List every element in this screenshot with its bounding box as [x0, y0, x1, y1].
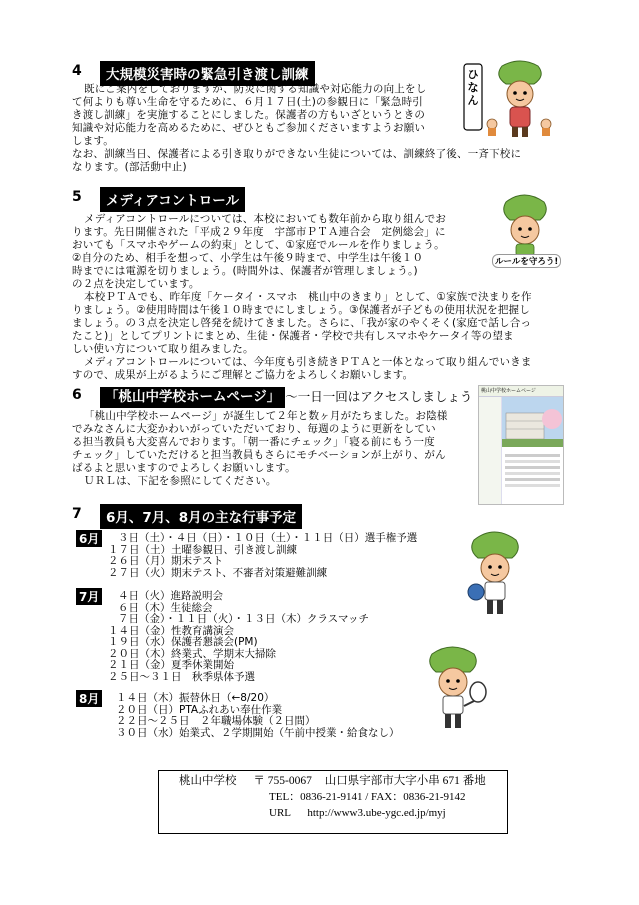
contact-footer — [158, 770, 508, 834]
list-item: １９日（水）保護者懇談会(PM) — [108, 636, 258, 648]
list-item: ４日（火）進路説明会 — [118, 590, 223, 602]
leaf-character-icon — [418, 642, 490, 732]
section5-paragraph2: 本校ＰＴＡでも、昨年度「ケータイ・スマホ 桃山中のきまり」として、①家族で決まりを作 りましょう。②使用時間は午後１０時までにしましょう。③保護者が子どもの使用状況を把握し ましょう。の３点を決定し啓発を続けてきました。さらに、「我が家のやくそく(家庭で話し合っ たこと)」としてプリントにまとめ、生徒・保護者・学校で共有しスマホやケータイ等の望ま しい使い方について取り組みました。 — [72, 291, 532, 355]
footer-url-line — [269, 806, 446, 821]
postal-code: 〒 755-0067 — [253, 775, 312, 787]
homepage-thumbnail — [478, 385, 564, 505]
section4-note: なお、訓練当日、保護者による引き取りができない生徒については、訓練終了後、一斉下校に なります。(部活動中止) — [72, 148, 522, 173]
hinan-illustration — [462, 58, 557, 140]
footer-line-1 — [179, 774, 486, 789]
thumbnail-sidebar — [479, 397, 502, 505]
school-building-photo-icon — [502, 397, 563, 447]
section5-number: 5 — [72, 189, 82, 205]
list-item: ６日（木）生徒総会 — [118, 601, 213, 614]
july-events — [108, 591, 369, 683]
section6-paragraph: 「桃山中学校ホームページ」が誕生して２年と数ヶ月がたちました。お陰様 でみなさんに大変かわいがっていただいており、毎週のように更新をしてい る担当教員も大変喜んでおります。「朝一番にチェック」「寝る前にもう一度 チェック」していただけると担当教員もさらにモチベーションが上がり、がん ばるよと思いますのでよろしくお願いします。 ＵＲＬは、下記を参照にしてください。 — [72, 410, 448, 487]
rule-illustration — [492, 190, 559, 280]
list-item: ２１日（金）夏季休業開始 — [108, 659, 234, 671]
address: 山口県宇部市大字小串 671 番地 — [324, 775, 486, 787]
character-ball-illustration — [462, 526, 528, 618]
list-item: １４日（金）性教育講演会 — [108, 624, 234, 637]
section4-title: 大規模災害時の緊急引き渡し訓練 — [100, 61, 315, 86]
list-item: ２７日（火）期末テスト、不審者対策避難訓練 — [108, 566, 328, 579]
section5-title: メディアコントロール — [100, 187, 245, 212]
month-label-august: 8月 — [76, 690, 102, 707]
list-item: ２０日（木）終業式、学期末大掃除 — [108, 647, 276, 660]
hinan-label: ひなん — [467, 68, 479, 107]
list-item: １７日（土）土曜参観日、引き渡し訓練 — [108, 543, 297, 556]
homepage-thumbnail-caption: 桃山中学校ホームページ — [479, 386, 563, 397]
august-events — [116, 693, 400, 739]
homepage-url[interactable]: http://www3.ube-ygc.ed.jp/myj — [307, 807, 446, 819]
section6-title-boxed: 「桃山中学校ホームページ」 — [100, 387, 285, 408]
tel-fax: TEL：0836-21-9141 / FAX：0836-21-9142 — [269, 791, 466, 803]
list-item: ７日（金）・１１日（火）・１３日（木）クラスマッチ — [118, 613, 370, 625]
section4-paragraph: 既にご案内をしておりますが、防災に関する知識や対応能力の向上をし て何よりも尊い生命を守るために、６月１７日(土)の参観日に「緊急時引 き渡し訓練」を実施することにしました。保護者の方もいざというときの 知識や対応能力を高めるために、ぜひともご参加くださいますようお願い します。 — [72, 83, 427, 147]
section5-paragraph1: メディアコントロールについては、本校においても数年前から取り組んでお ります。先日開催された「平成２９年度 宇部市ＰＴＡ連合会 定例総会」に おいても「スマホやゲームの約束」として、①家庭でルールを作りましょう。 ②自分のため、相手を想って、小学生は午後９時まで、中学生は午後１０ 時までには電源を切りましょう。(時間外は、保護者が管理しましょう。) の２点を決定しています。 — [72, 213, 447, 290]
section5-paragraph3: メディアコントロールについては、今年度も引き続きＰＴＡと一体となって取り組んでいきま すので、成果が上がるようにご理解とご協力をよろしくお願いします。 — [72, 356, 532, 381]
rule-label: ルールを守ろう! — [492, 254, 561, 268]
section7-number: 7 — [72, 506, 82, 522]
list-item: ２２日～２５日 ２年職場体験（２日間） — [116, 715, 316, 727]
list-item: １４日（木）振替休日（←8/20） — [116, 692, 275, 704]
month-label-june: 6月 — [76, 530, 102, 547]
month-label-july: 7月 — [76, 588, 102, 605]
list-item: ２０日（日）PTAふれあい奉仕作業 — [116, 703, 283, 716]
june-events — [108, 533, 417, 579]
section7-title: 6月、7月、8月の主な行事予定 — [100, 504, 302, 529]
section6-title-rest: ～一日一回はアクセスしましょう — [285, 389, 473, 404]
leaf-character-icon — [462, 526, 528, 618]
list-item: ２５日～３１日 秋季県体予選 — [108, 670, 255, 683]
section6-number: 6 — [72, 387, 82, 403]
list-item: ２６日（月）期末テスト — [108, 555, 224, 567]
url-label: URL — [269, 807, 291, 819]
section4-number: 4 — [72, 63, 82, 79]
list-item: ３０日（水）始業式、２学期開始（午前中授業・給食なし） — [116, 726, 400, 739]
school-name: 桃山中学校 — [179, 775, 237, 787]
character-racket-illustration — [418, 642, 490, 732]
list-item: ３日（土）・４日（日）・１０日（土）・１１日（日）選手権予選 — [118, 532, 418, 544]
section6-title — [100, 385, 472, 405]
